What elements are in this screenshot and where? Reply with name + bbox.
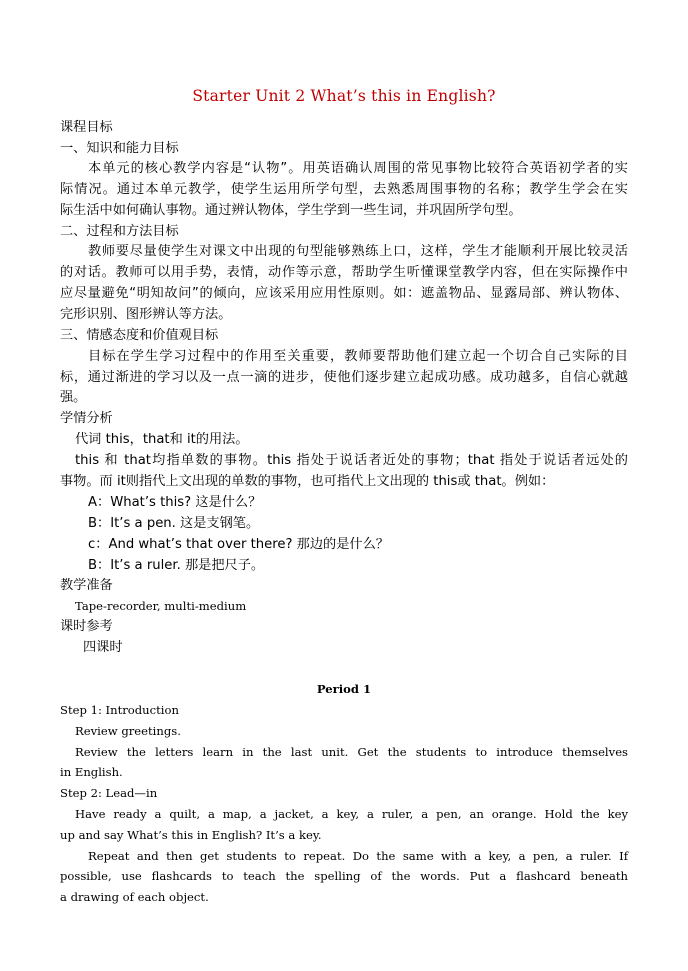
analysis-heading: 学情分析 bbox=[60, 411, 113, 426]
step2-line: a drawing of each object. bbox=[60, 890, 209, 904]
section1-line: 际生活中如何确认事物。通过辨认物体，学生学到一些生词，并巩固所学句型。 bbox=[60, 203, 522, 218]
step2-heading: Step 2: Lead—in bbox=[60, 786, 158, 800]
step2-line: Have ready a quilt, a map, a jacket, a key, a ruler, a pen, an orange. Hold the key bbox=[75, 807, 628, 821]
analysis-line: 代词 this，that和 it的用法。 bbox=[75, 432, 249, 447]
step1-heading: Step 1: Introduction bbox=[60, 703, 179, 717]
section3-line: 标，通过渐进的学习以及一点一滴的进步，使他们逐步建立起成功感。成功越多，自信心就越 bbox=[60, 370, 628, 385]
step2-line: up and say What’s this in English? It’s a key. bbox=[60, 828, 322, 842]
section3-line: 强。 bbox=[60, 390, 87, 405]
section1-line: 本单元的核心教学内容是“认物”。用英语确认周围的常见事物比较符合英语初学者的实 bbox=[88, 161, 628, 176]
section3-heading: 三、情感态度和价值观目标 bbox=[60, 328, 219, 343]
step1-line: Review the letters learn in the last unit. Get the students to introduce themselves bbox=[75, 745, 628, 759]
section2-line: 的对话。教师可以用手势，表情，动作等示意，帮助学生听懂课堂教学内容，但在实际操作中 bbox=[60, 265, 628, 280]
section2-line: 教师要尽量使学生对课文中出现的句型能够熟练上口，这样，学生才能顺利开展比较灵活 bbox=[88, 244, 628, 259]
section2-line: 应尽量避免“明知故问”的倾向，应该采用应用性原则。如：遮盖物品、显露局部、辨认物体、 bbox=[60, 286, 628, 301]
dialogue-line: c：And what’s that over there? 那边的是什么？ bbox=[88, 537, 389, 552]
prep-text: Tape-recorder, multi-medium bbox=[75, 599, 247, 613]
dialogue-line: B：It’s a pen. 这是支钢笔。 bbox=[88, 516, 260, 531]
prep-heading: 教学准备 bbox=[60, 578, 113, 593]
dialogue-line: A：What’s this? 这是什么？ bbox=[88, 495, 262, 510]
step2-line: possible, use flashcards to teach the spelling of the words. Put a flashcard beneath bbox=[60, 869, 628, 883]
period-heading: Period 1 bbox=[316, 682, 372, 696]
hours-heading: 课时参考 bbox=[60, 619, 113, 634]
step1-line: in English. bbox=[60, 765, 123, 779]
dialogue-line: B：It’s a ruler. 那是把尺子。 bbox=[88, 558, 265, 573]
document-title: Starter Unit 2 What’s this in English? bbox=[192, 87, 496, 105]
section1-line: 际情况。通过本单元教学，使学生运用所学句型，去熟悉周围事物的名称；教学生学会在实 bbox=[60, 182, 628, 197]
section2-heading: 二、过程和方法目标 bbox=[60, 224, 179, 239]
analysis-line: this 和 that均指单数的事物。this 指处于说话者近处的事物；that 指处于说话者远处的 bbox=[75, 453, 628, 468]
hours-text: 四课时 bbox=[83, 640, 123, 655]
section1-heading: 一、知识和能力目标 bbox=[60, 141, 179, 156]
step1-line: Review greetings. bbox=[75, 724, 181, 738]
section2-line: 完形识别、图形辨认等方法。 bbox=[60, 307, 232, 322]
analysis-line: 事物。而 it则指代上文出现的单数的事物，也可指代上文出现的 this或 that。例如： bbox=[60, 474, 555, 489]
course-goal-heading: 课程目标 bbox=[60, 120, 113, 135]
step2-line: Repeat and then get students to repeat. Do the same with a key, a pen, a ruler. If bbox=[88, 849, 628, 863]
section3-line: 目标在学生学习过程中的作用至关重要，教师要帮助他们建立起一个切合自己实际的目 bbox=[88, 349, 628, 364]
